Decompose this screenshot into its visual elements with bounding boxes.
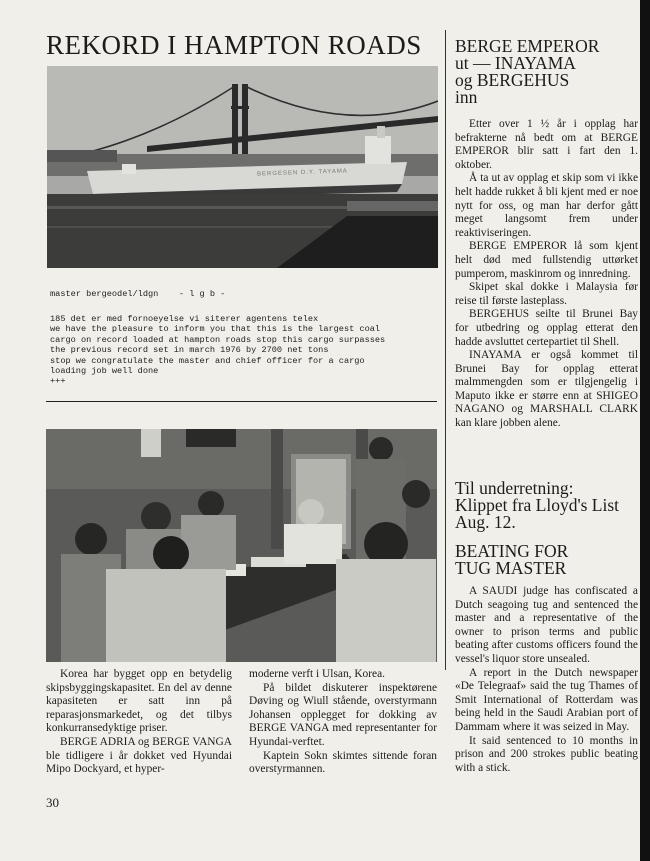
paragraph: moderne verft i Ulsan, Korea. [249,668,386,680]
paragraph: INAYAMA er også kommet til Brunei Bay for opplag etterat malmmengden som er tilgjengelig i Maputo ikke er større enn at SHIGEO NAGANO og MARSHALL CLARK kan klare jobben alene. [455,349,638,430]
title-line: ut — INAYAMA [455,53,576,73]
lloyds-notice [455,480,645,531]
ship-photo-drawing [47,66,438,268]
page-title: REKORD I HAMPTON ROADS [46,30,422,60]
paragraph: A report in the Dutch newspaper «De Telegraaf» said the tug Thames of Smit International of Rotterdam was being held in the Saudi Arabian port of Dammam where it was seized in May. [455,666,638,733]
korea-text-right [249,668,437,777]
notice-line: Aug. 12. [455,512,516,532]
scan-edge [640,0,650,861]
ship-hull-lettering: BERGESEN D.Y. TAYAMA [256,168,348,178]
paragraph: BERGE ADRIA og BERGE VANGA ble tidligere i år dokket ved Hyundai Mipo Dockyard, et hyper- [46,735,232,776]
paragraph: På bildet diskuterer inspektørene Døving og Wiull stående, overstyrmann Johansen opplegget for dokking av BERGE VANGA med representanter for Hyundai-verftet. [249,681,437,748]
meeting-photo-drawing [46,429,437,662]
title-line: BEATING FOR [455,541,569,561]
title-line: og BERGEHUS [455,70,570,90]
paragraph: Skipet skal dokke i Malaysia før reise til første lasteplass. [455,281,638,307]
title-line: inn [455,87,478,107]
paragraph: BERGE EMPEROR lå som kjent helt død med fullstendig uttørket pumperom, maskinrom og innredning. [455,240,638,280]
emperor-article [455,118,638,431]
paragraph: Etter over 1 ½ år i opplag har befrakterne nå bedt om at BERGE EMPEROR blir satt i fart den 1. oktober. [455,118,638,171]
title-line: BERGE EMPEROR [455,36,600,56]
telex-body: 185 det er med fornoeyelse vi siterer agentens telex we have the pleasure to inform you that this is the largest coal cargo on record loaded at hampton roads stop this cargo surpasses the previous record set in march 1976 by 2700 net tons stop we congratulate the master and chief officer for a cargo loading job well done +++ [50,314,386,387]
paragraph: BERGEHUS seilte til Brunei Bay for utbedring og opplag etterat den hadde avsluttet certepartiet til Shell. [455,308,638,348]
paragraph: Korea har bygget opp en betydelig skipsbyggingskapasitet. En del av denne kapasiteten er satt inn på reparasjonsmarkedet, og det tilbys konkurransedyktige priser. [46,668,232,735]
title-line: TUG MASTER [455,558,567,578]
paragraph: Å ta ut av opplag et skip som vi ikke helt hadde rukket å bli kjent med er noe nytt for oss, og man har derfor gått meget langsomt frem under reaktiviseringen. [455,172,638,239]
section-divider [46,401,437,402]
notice-line: Klippet fra Lloyd's List [455,495,620,515]
telex-sender: master bergeodel/ldgn - l g b - [50,289,226,299]
paragraph: It said sentenced to 10 months in prison and 200 strokes public beating with a stick. [455,734,638,774]
paragraph: A SAUDI judge has confiscated a Dutch seagoing tug and sentenced the master and a representative of the owner to prison terms and public beating after customs officers found the vessel's liquor store unsealed. [455,585,638,665]
notice-line: Til underretning: [455,478,574,498]
emperor-title [455,38,645,106]
paragraph: Kaptein Sokn skimtes sittende foran overstyrmannen. [249,749,437,776]
column-divider [445,30,446,670]
korea-text-left [46,668,232,777]
tug-article [455,585,638,775]
ship-photo [47,66,438,268]
tug-title [455,543,645,577]
page-number: 30 [46,795,59,810]
meeting-photo [46,429,437,662]
